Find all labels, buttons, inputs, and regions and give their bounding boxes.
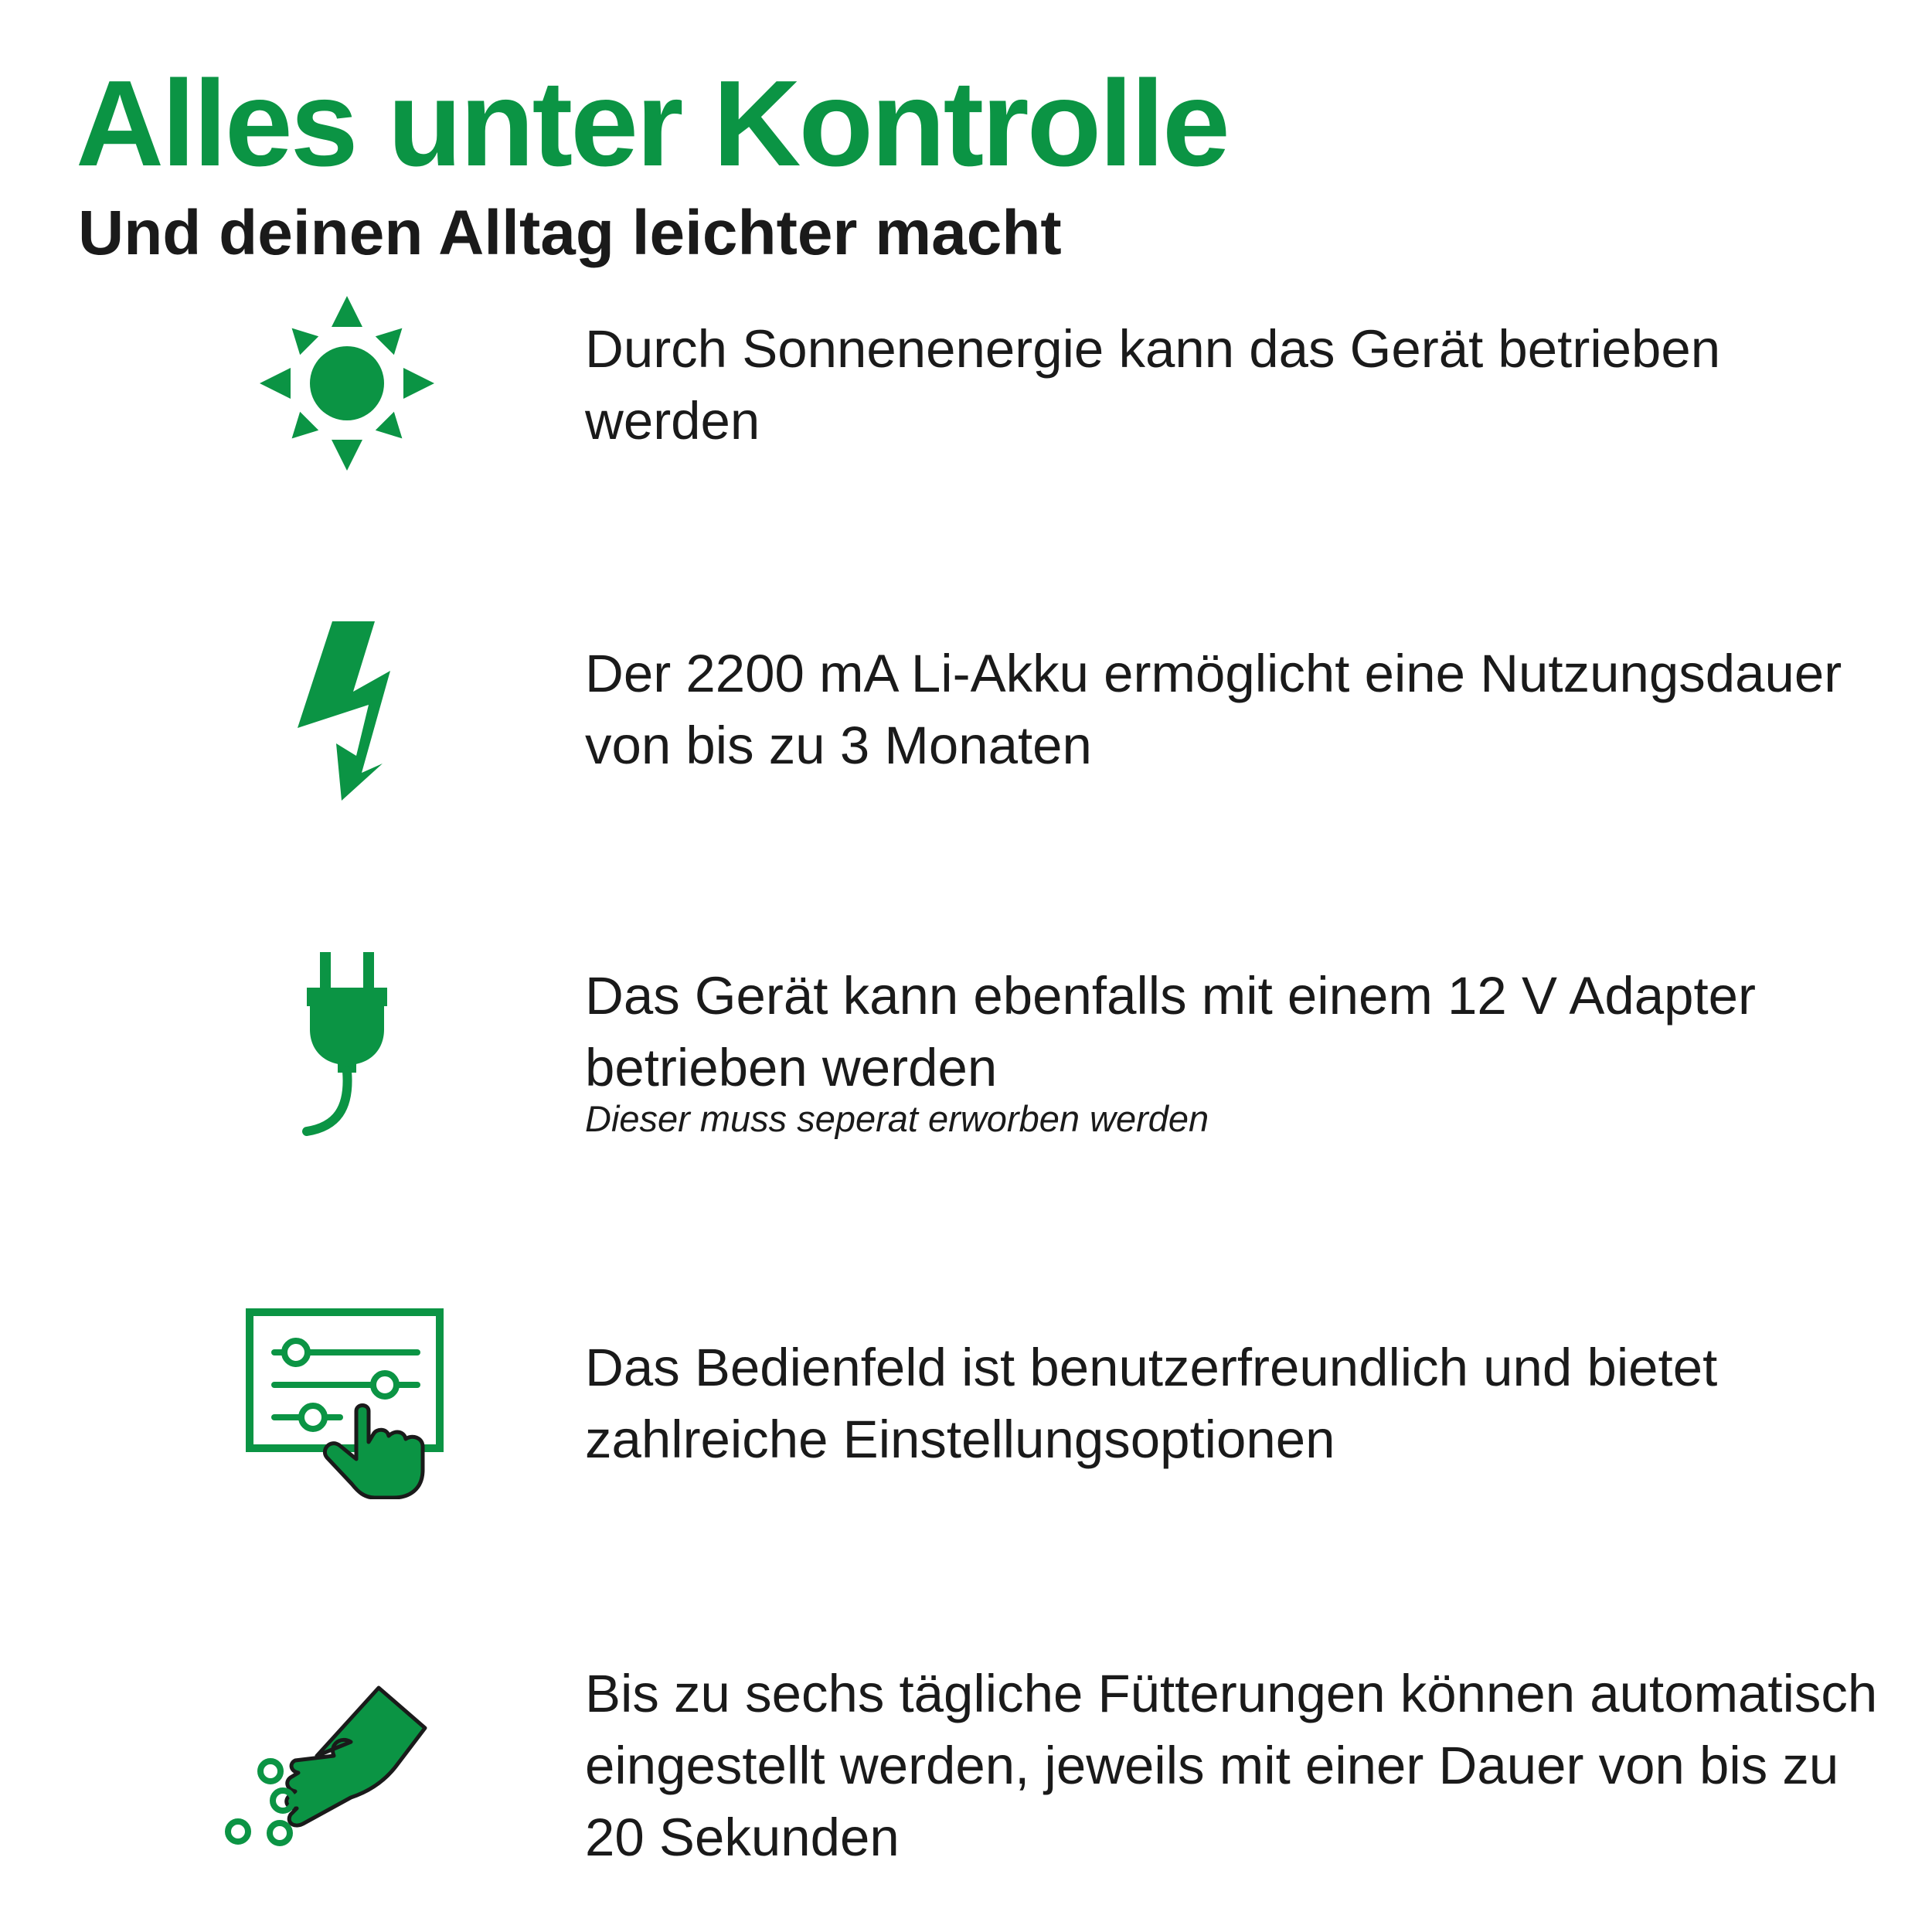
feature-note-adapter: Dieser muss seperat erworben werden <box>585 1098 1209 1139</box>
feature-text-solar: Durch Sonnenenergie kann das Gerät betrieben werden <box>585 319 1721 451</box>
feeding-hand-icon <box>216 1685 433 1855</box>
feature-text-adapter: Das Gerät kann ebenfalls mit einem 12 V Adapter betrieben werden <box>585 966 1757 1097</box>
page-title: Alles unter Kontrolle <box>76 56 1228 192</box>
sun-icon <box>260 296 434 471</box>
feature-text-control-panel: Das Bedienfeld ist benutzerfreundlich und bietet zahlreiche Einstellungsoptionen <box>585 1338 1718 1469</box>
feature-text-battery: Der 2200 mA Li-Akku ermöglicht eine Nutzungsdauer von bis zu 3 Monaten <box>585 644 1842 775</box>
page-subtitle: Und deinen Alltag leichter macht <box>78 198 1062 268</box>
control-panel-icon <box>243 1306 452 1499</box>
lightning-bolt-icon <box>298 618 398 804</box>
feature-text-feeding: Bis zu sechs tägliche Fütterungen können automatisch eingestellt werden, jeweils mit einer Dauer von bis zu 20 Sekunden <box>585 1664 1878 1867</box>
power-plug-icon <box>298 951 398 1136</box>
